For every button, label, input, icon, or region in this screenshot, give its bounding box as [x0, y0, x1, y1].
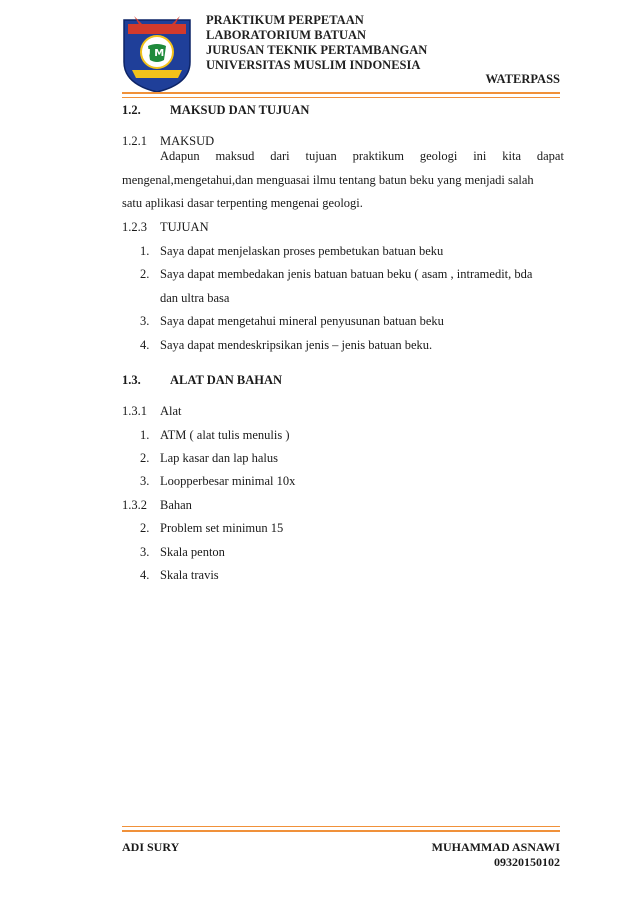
alat-item-num: 1. [140, 428, 150, 442]
alat-item-text: ATM ( alat tulis menulis ) [160, 428, 290, 442]
bahan-item-text: Problem set minimun 15 [160, 521, 284, 535]
maksud-line-3: satu aplikasi dasar terpenting mengenai geologi. [122, 196, 363, 210]
word: praktikum [352, 149, 404, 163]
footer-student-id: 09320150102 [494, 855, 560, 869]
umi-university-crest-icon [120, 12, 194, 94]
header-line-4: UNIVERSITAS MUSLIM INDONESIA [206, 58, 421, 72]
tujuan-item-num: 2. [140, 267, 150, 281]
word: dari [270, 149, 290, 163]
maksud-number: 1.2.1 [122, 134, 147, 148]
alat-label: Alat [160, 404, 182, 418]
word: maksud [215, 149, 255, 163]
section-1-2-title: MAKSUD DAN TUJUAN [170, 103, 310, 117]
footer-author-left: ADI SURY [122, 840, 180, 854]
header-line-3: JURUSAN TEKNIK PERTAMBANGAN [206, 43, 428, 57]
word: ini [473, 149, 487, 163]
tujuan-label: TUJUAN [160, 220, 209, 234]
word: geologi [419, 149, 458, 163]
bahan-item-num: 2. [140, 521, 150, 535]
word: Adapun [160, 149, 200, 163]
alat-item-num: 2. [140, 451, 150, 465]
footer-divider-thick [122, 830, 560, 832]
bahan-item-num: 3. [140, 545, 150, 559]
tujuan-item-num: 3. [140, 314, 150, 328]
tujuan-item-num: 4. [140, 338, 150, 352]
word: dapat [536, 149, 564, 163]
word: kita [502, 149, 522, 163]
maksud-line-2: mengenal,mengetahui,dan menguasai ilmu tentang batun beku yang menjadi salah [122, 173, 534, 187]
header-topic: WATERPASS [485, 72, 560, 86]
maksud-label: MAKSUD [160, 134, 215, 148]
tujuan-item-continuation: dan ultra basa [160, 291, 230, 305]
bahan-label: Bahan [160, 498, 192, 512]
tujuan-item-text: Saya dapat mengetahui mineral penyusunan batuan beku [160, 314, 444, 328]
tujuan-item-text: Saya dapat membedakan jenis batuan batuan beku ( asam , intramedit, bda [160, 267, 533, 281]
university-logo [120, 12, 194, 94]
tujuan-item-text: Saya dapat menjelaskan proses pembetukan batuan beku [160, 244, 444, 258]
tujuan-number: 1.2.3 [122, 220, 147, 234]
maksud-line-1 [160, 149, 564, 164]
alat-item-num: 3. [140, 474, 150, 488]
word: tujuan [305, 149, 337, 163]
header-divider-thin [122, 97, 560, 98]
bahan-item-num: 4. [140, 568, 150, 582]
section-1-3-number: 1.3. [122, 373, 141, 387]
alat-number: 1.3.1 [122, 404, 147, 418]
section-1-2-number: 1.2. [122, 103, 141, 117]
section-1-3-title: ALAT DAN BAHAN [170, 373, 283, 387]
bahan-item-text: Skala travis [160, 568, 219, 582]
tujuan-item-text: Saya dapat mendeskripsikan jenis – jenis batuan beku. [160, 338, 433, 352]
footer-author-right: MUHAMMAD ASNAWI [431, 840, 560, 854]
alat-item-text: Lap kasar dan lap halus [160, 451, 279, 465]
bahan-item-text: Skala penton [160, 545, 225, 559]
alat-item-text: Loopperbesar minimal 10x [160, 474, 296, 488]
header-line-2: LABORATORIUM BATUAN [206, 28, 367, 42]
footer-divider-thin [122, 826, 560, 827]
header-divider-thick [122, 92, 560, 94]
header-line-1: PRAKTIKUM PERPETAAN [206, 13, 364, 27]
logo-letters: U M I [142, 48, 172, 59]
bahan-number: 1.3.2 [122, 498, 147, 512]
tujuan-item-num: 1. [140, 244, 150, 258]
